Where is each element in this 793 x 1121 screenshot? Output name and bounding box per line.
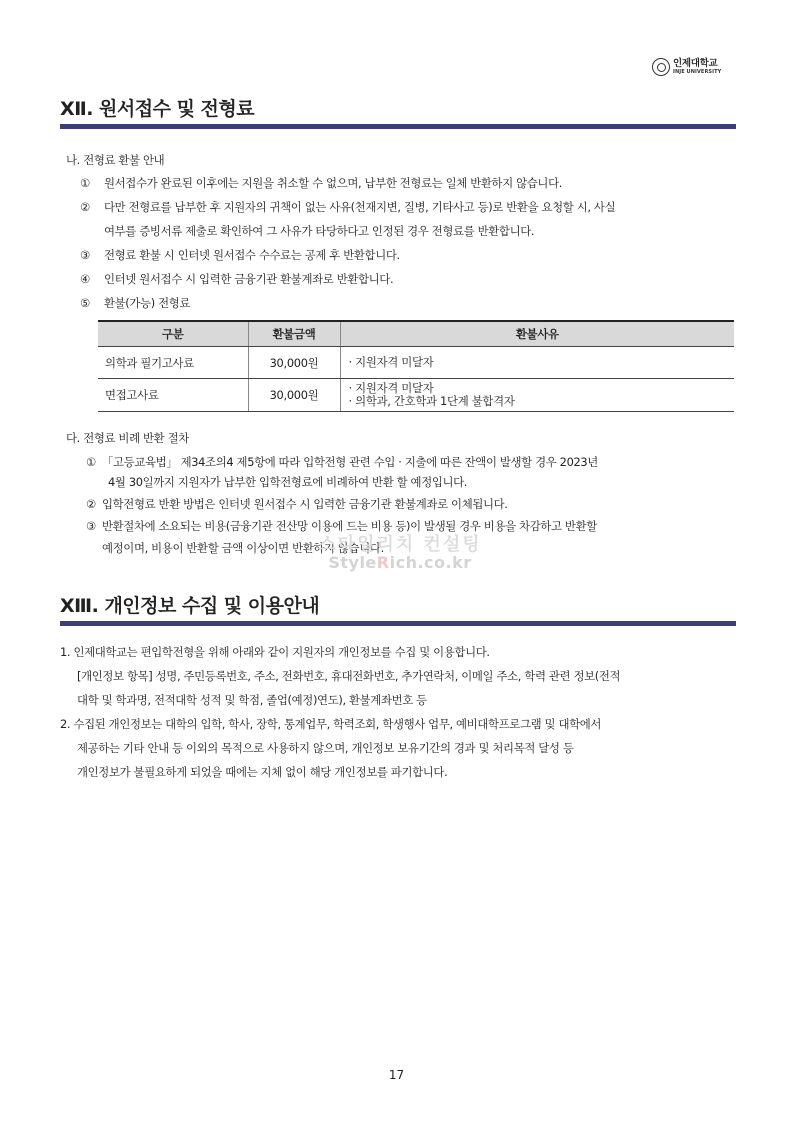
item-text: 환불(가능) 전형료 (104, 296, 191, 310)
sub-heading-da: 다. 전형료 비례 반환 절차 (66, 431, 189, 445)
refund-item-1 (80, 175, 562, 191)
logo-text-english: INJE UNIVERSITY (673, 68, 722, 75)
university-seal-icon (652, 58, 670, 76)
privacy-items-line-2: 대학 및 학과명, 전적대학 성적 및 학점, 졸업(예정)연도), 환불계좌번호 등 (77, 693, 427, 707)
watermark-line-2: StyleRich.co.kr (328, 552, 472, 572)
university-logo (652, 56, 732, 78)
proportional-refund-item-2 (86, 496, 508, 512)
cell-category: 의학과 필기고사료 (98, 347, 248, 379)
section-13-title: ⅩⅢ. 개인정보 수집 및 이용안내 (60, 595, 320, 617)
reason-item: · 지원자격 미달자 (348, 355, 434, 369)
section-12-rule (60, 124, 736, 129)
refund-item-3 (80, 247, 400, 263)
privacy-paragraph-2-line-2: 제공하는 기타 안내 등 이외의 목적으로 사용하지 않으며, 개인정보 보유기간의 경과 및 처리목적 달성 등 (77, 741, 574, 755)
item-number: ⑤ (80, 296, 90, 310)
column-header-amount: 환불금액 (248, 321, 340, 347)
item-text: 전형료 환불 시 인터넷 원서접수 수수료는 공제 후 반환합니다. (104, 248, 400, 262)
section-12-title: Ⅻ. 원서접수 및 전형료 (60, 98, 255, 120)
cell-amount: 30,000원 (248, 347, 340, 379)
refund-item-2-continued: 여부를 증빙서류 제출로 확인하여 그 사유가 타당하다고 인정된 경우 전형료를 반환합니다. (104, 224, 535, 238)
item-text: 「고등교육법」 제34조의4 제5항에 따라 입학전형 관련 수입 · 지출에 따른 잔액이 발생할 경우 2023년 (102, 455, 598, 469)
watermark-line-1: 스타일리치 컨설팅 (318, 534, 482, 555)
privacy-items-line-1: [개인정보 항목] 성명, 주민등록번호, 주소, 전화번호, 휴대전화번호, 추가연락처, 이메일 주소, 학력 관련 정보(전적 (77, 669, 621, 683)
table-header-row (98, 321, 734, 347)
cell-category: 면접고사료 (98, 379, 248, 412)
privacy-paragraph-2: 2. 수집된 개인정보는 대학의 입학, 학사, 장학, 통계업무, 학력조회, 학생행사 업무, 예비대학프로그램 및 대학에서 (60, 717, 602, 731)
section-13-rule (60, 621, 736, 626)
item-number: ④ (80, 272, 90, 286)
table-row (98, 379, 734, 412)
item-text: 반환절차에 소요되는 비용(금융기관 전산망 이용에 드는 비용 등)이 발생될 경우 비용을 차감하고 반환할 (102, 519, 597, 533)
item-number: ② (80, 200, 90, 214)
privacy-paragraph-1: 1. 인제대학교는 편입학전형을 위해 아래와 같이 지원자의 개인정보를 수집 및 이용합니다. (60, 645, 490, 659)
refund-item-4 (80, 271, 393, 287)
refund-item-5 (80, 295, 190, 311)
page-number: 17 (388, 1068, 405, 1082)
column-header-category: 구분 (98, 321, 248, 347)
item-number: ③ (80, 248, 90, 262)
watermark (305, 536, 495, 572)
logo-text-korean: 인제대학교 (673, 58, 718, 70)
reason-item: · 의학과, 간호학과 1단계 불합격자 (348, 394, 515, 408)
item-number: ② (86, 497, 96, 511)
column-header-reason: 환불사유 (340, 321, 734, 347)
item-number: ① (80, 176, 90, 190)
proportional-refund-item-3 (86, 518, 597, 534)
cell-amount: 30,000원 (248, 379, 340, 412)
refund-item-2 (80, 199, 615, 215)
item-text: 다만 전형료를 납부한 후 지원자의 귀책이 없는 사유(천재지변, 질병, 기타사고 등)로 반환을 요청할 시, 사실 (104, 200, 616, 214)
item-number: ③ (86, 519, 96, 533)
proportional-refund-item-1 (86, 454, 598, 470)
item-number: ① (86, 455, 96, 469)
item-text: 입학전형료 반환 방법은 인터넷 원서접수 시 입력한 금융기관 환불계좌로 이체됩니다. (102, 497, 508, 511)
reason-item: · 지원자격 미달자 (348, 381, 434, 395)
proportional-refund-item-3-continued: 예정이며, 비용이 반환할 금액 이상이면 반환하지 않습니다. (102, 541, 384, 555)
table-row (98, 347, 734, 379)
privacy-paragraph-2-line-3: 개인정보가 불필요하게 되었을 때에는 지체 없이 해당 개인정보를 파기합니다. (77, 765, 448, 779)
refund-fee-table (98, 320, 734, 412)
item-text: 인터넷 원서접수 시 입력한 금융기관 환불계좌로 반환합니다. (104, 272, 394, 286)
cell-reason (340, 347, 734, 379)
cell-reason (340, 379, 734, 412)
item-text: 원서접수가 완료된 이후에는 지원을 취소할 수 없으며, 납부한 전형료는 일체 반환하지 않습니다. (104, 176, 563, 190)
proportional-refund-item-1-continued: 4월 30일까지 지원자가 납부한 입학전형료에 비례하여 반환 할 예정입니다. (108, 475, 468, 489)
sub-heading-na: 나. 전형료 환불 안내 (66, 153, 165, 167)
